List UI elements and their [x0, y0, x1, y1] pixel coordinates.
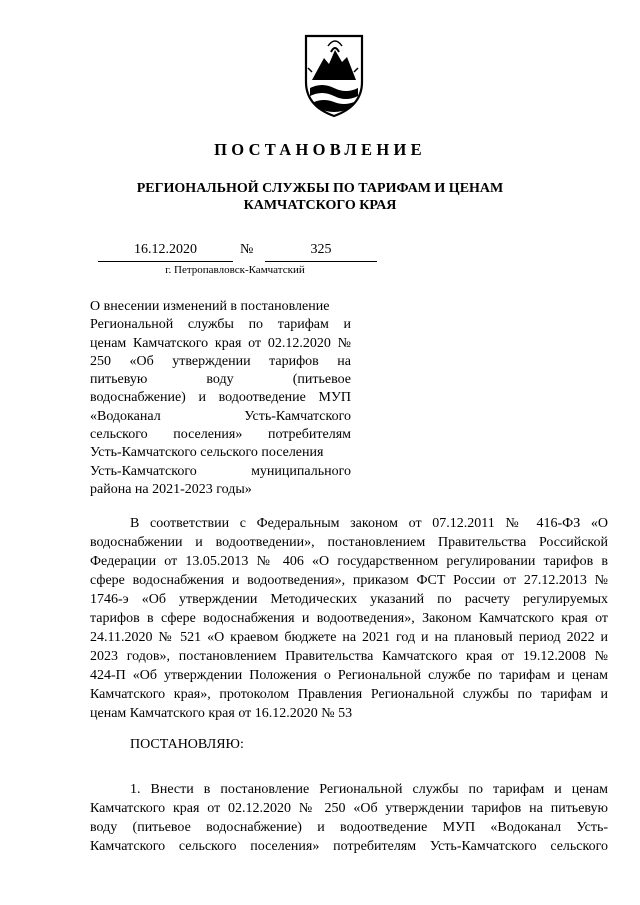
subject-line: ценам Камчатского края от 02.12.2020 № [90, 335, 351, 351]
document-title: ПОСТАНОВЛЕНИЕ [214, 140, 426, 159]
document-number: 325 [310, 242, 332, 257]
preamble-line: водоснабжении и водоотведении», постановлением Правительства Российской [90, 535, 608, 550]
subject-line: «Водоканал Усть-Камчатского [90, 408, 351, 424]
date-underline [98, 261, 233, 262]
document-date: 16.12.2020 [134, 242, 197, 257]
subject-line: сельского поселения» потребителям [90, 427, 351, 443]
preamble-line: Федерации от 13.05.2013 № 406 «О государственном регулировании тарифов в [90, 554, 608, 569]
preamble-line: 24.11.2020 № 521 «О краевом бюджете на 2021 год и на плановый период 2022 и [90, 630, 608, 645]
date-number-line [0, 242, 640, 262]
point-line: воду (питьевое водоснабжение) и водоотведение МУП «Водоканал Усть- [90, 820, 608, 835]
preamble-line: тарифов в сфере водоснабжения и водоотведения», Законом Камчатского края от [90, 611, 608, 626]
preamble-line: ценам Камчатского края от 16.12.2020 № 53 [90, 706, 353, 721]
preamble-line: 1746-э «Об утверждении Методических указаний по расчету регулируемых [90, 592, 608, 607]
resolution-point-1 [90, 780, 608, 856]
authority-line-1: РЕГИОНАЛЬНОЙ СЛУЖБЫ ПО ТАРИФАМ И ЦЕНАМ [136, 181, 504, 196]
preamble-paragraph [90, 514, 608, 723]
preamble-line: 424-П «Об утверждении Положения о Региональной службе по тарифам и ценам [90, 668, 608, 683]
subject-line: О внесении изменений в постановление [90, 299, 330, 314]
point-line: Камчатского края от 02.12.2020 № 250 «Об утверждении тарифов на питьевую [90, 801, 608, 816]
point-line: 1. Внести в постановление Региональной службы по тарифам и ценам [130, 782, 608, 797]
kamchatka-coat-of-arms-emblem [298, 30, 370, 120]
point-line: Камчатского сельского поселения» потребителям Усть-Камчатского сельского [90, 839, 608, 854]
preamble-line: сфере водоснабжения и водоотведения», приказом ФСТ России от 27.12.2013 № [90, 573, 608, 588]
subject-line: Усть-Камчатского сельского поселения [90, 445, 324, 461]
city-of-issue: г. Петропавловск-Камчатский [165, 264, 305, 276]
subject-line: Усть-Камчатского муниципального [90, 463, 351, 479]
issuing-authority [100, 180, 540, 214]
subject-line: питьевую воду (питьевое [90, 372, 351, 388]
subject-line: 250 «Об утверждении тарифов на [90, 353, 351, 369]
preamble-line: В соответствии с Федеральным законом от 07.12.2011 № 416-ФЗ «О [130, 516, 608, 531]
number-sign: № [240, 242, 254, 257]
resolution-keyword: ПОСТАНОВЛЯЮ: [130, 737, 244, 752]
subject-line: водоснабжение) и водоотведение МУП [90, 390, 351, 406]
subject-line: района на 2021-2023 годы» [90, 481, 252, 497]
authority-line-2: КАМЧАТСКОГО КРАЯ [243, 198, 397, 213]
preamble-line: Камчатского края», протоколом Правления Региональной службы по тарифам и [90, 687, 608, 702]
document-subject [90, 298, 351, 499]
subject-line: Региональной службы по тарифам и [90, 317, 351, 333]
preamble-line: 2023 годов», постановлением Правительства Камчатского края от 19.12.2008 № [90, 649, 608, 664]
number-underline [265, 261, 377, 262]
